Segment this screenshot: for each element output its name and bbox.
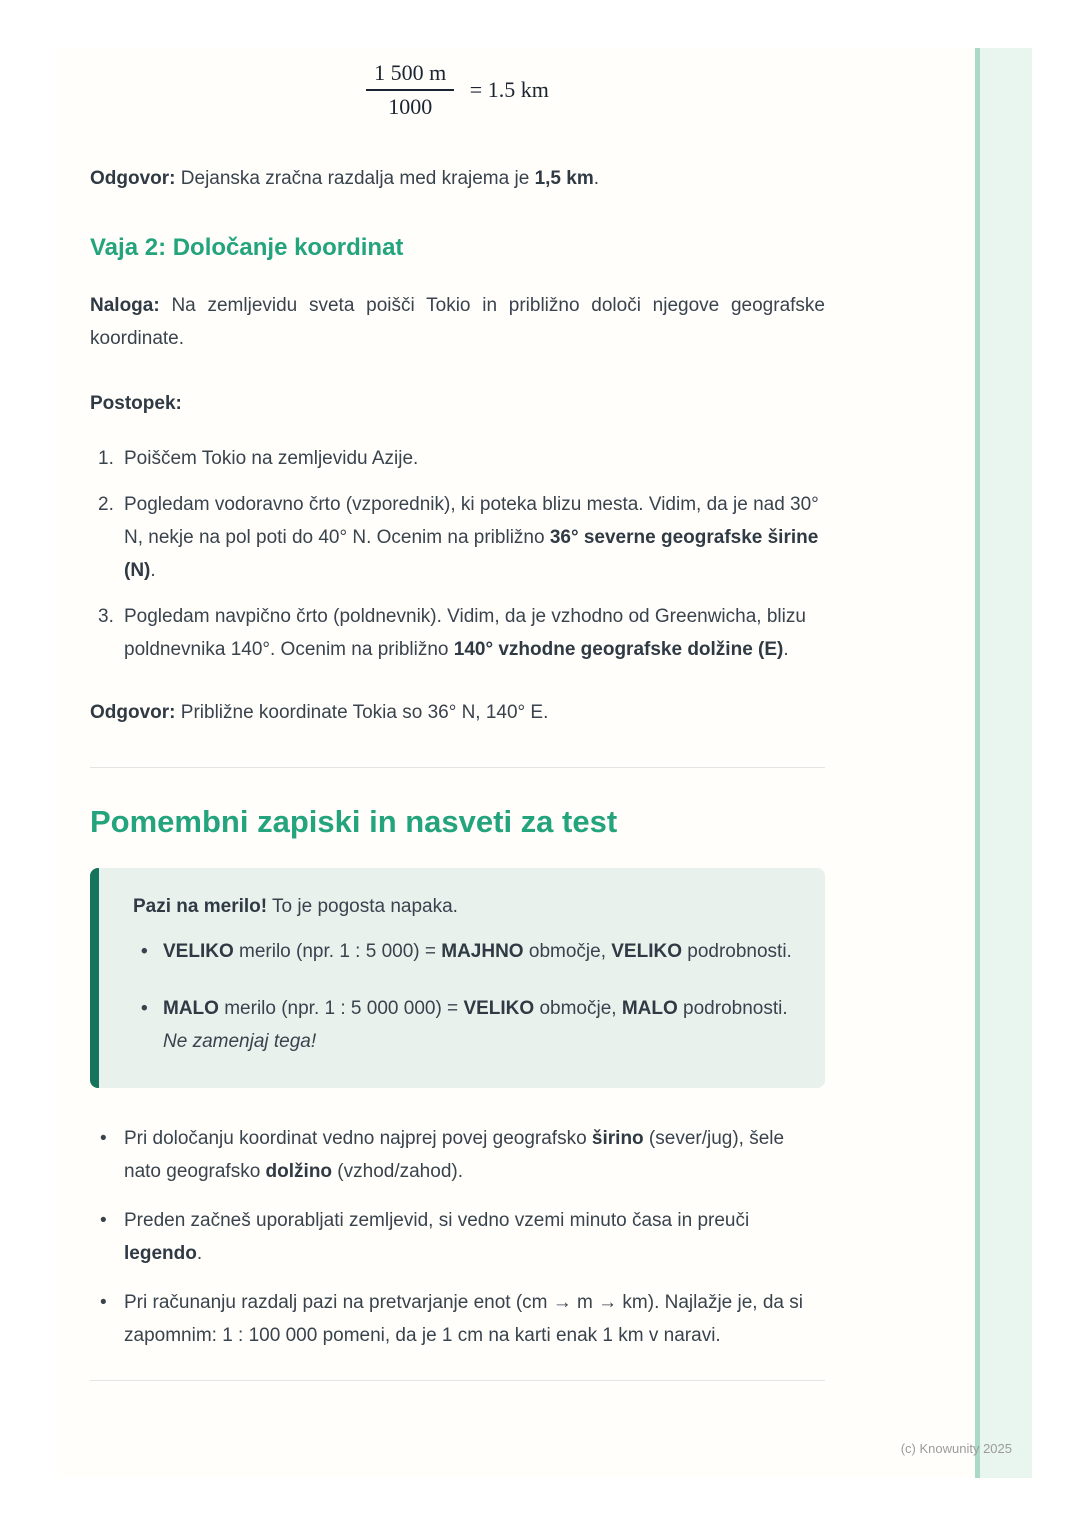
tip-bold: dolžino	[265, 1161, 333, 1182]
tip-bold: širino	[591, 1128, 644, 1149]
formula-block	[90, 60, 825, 120]
step-text: Pogledam navpično črto (poldnevnik). Vidim, da je vzhodno od Greenwicha, blizu poldnevnika 140°. Ocenim na približno	[124, 606, 806, 660]
tip-text: (sever/jug), šele nato geografsko	[124, 1128, 785, 1182]
task-label: Naloga:	[90, 295, 160, 316]
term-text: območje,	[523, 941, 612, 962]
callout-bullet-1	[133, 935, 795, 968]
tip-text: (vzhod/zahod).	[332, 1161, 463, 1182]
term-text: podrobnosti.	[677, 998, 788, 1019]
section-divider	[90, 767, 825, 768]
term-bold: MAJHNO	[441, 941, 524, 962]
term-bold: VELIKO	[611, 941, 682, 962]
answer-period: .	[593, 168, 599, 189]
warning-callout	[90, 868, 825, 1088]
step-item-2	[90, 488, 825, 587]
tip-item-2	[90, 1204, 825, 1270]
answer-text: Dejanska zračna razdalja med krajema je	[175, 168, 535, 189]
term-bold: MALO	[621, 998, 678, 1019]
term-text: območje,	[534, 998, 622, 1019]
callout-intro-bold: Pazi na merilo!	[133, 896, 268, 917]
task-text: Na zemljevidu sveta poišči Tokio in približno določi njegove geografske koordinate.	[90, 295, 825, 349]
step-text: Pogledam vodoravno črto (vzporednik), ki poteka blizu mesta. Vidim, da je nad 30° N, nekje na pol poti do 40° N. Ocenim na približno	[124, 494, 819, 548]
exercise1-answer	[90, 162, 825, 195]
tip-bold: legendo	[124, 1243, 197, 1264]
step-item-1	[90, 442, 825, 475]
tip-text: .	[196, 1243, 203, 1264]
term-text: merilo (npr. 1 : 5 000 000) =	[218, 998, 464, 1019]
callout-intro	[133, 890, 795, 923]
footer-copyright: (c) Knowunity 2025	[900, 1441, 1012, 1456]
exercise2-heading: Vaja 2: Določanje koordinat	[90, 234, 404, 261]
tip-item-1	[90, 1122, 825, 1188]
term-text: podrobnosti.	[681, 941, 792, 962]
answer-label: Odgovor:	[90, 168, 176, 189]
step-bold: 140° vzhodne geografske dolžine (E)	[453, 639, 784, 660]
tips-list	[90, 1122, 825, 1352]
tip-text: Pri določanju koordinat vedno najprej povej geografsko	[124, 1128, 592, 1149]
term-italic: Ne zamenjaj tega!	[163, 1031, 317, 1052]
document-page	[57, 48, 1032, 1478]
exercise2-task	[90, 289, 825, 355]
notes-heading: Pomembni zapiski in nasveti za test	[90, 804, 618, 839]
term-bold: VELIKO	[163, 941, 234, 962]
tip-text: Preden začneš uporabljati zemljevid, si vedno vzemi minuto časa in preuči	[124, 1210, 750, 1231]
fraction	[366, 60, 454, 120]
bottom-divider	[90, 1380, 825, 1381]
callout-intro-text: To je pogosta napaka.	[267, 896, 458, 917]
step-bold: 36° severne geografske širine (N)	[124, 527, 819, 581]
step-end: .	[150, 560, 156, 581]
step-text: Poiščem Tokio na zemljevidu Azije.	[124, 448, 419, 469]
answer-bold-value: 1,5 km	[534, 168, 594, 189]
page-side-ribbon	[975, 48, 1032, 1478]
answer-label: Odgovor:	[90, 702, 176, 723]
term-bold: VELIKO	[463, 998, 535, 1019]
exercise2-answer	[90, 696, 825, 729]
step-item-3	[90, 600, 825, 666]
step-end: .	[783, 639, 789, 660]
steps-label: Postopek:	[90, 393, 182, 414]
tip-text: Pri računanju razdalj pazi na pretvarjanje enot (cm → m → km). Najlažje je, da si zapomnim: 1 : 100 000 pomeni, da je 1 cm na karti enak 1 km v naravi.	[124, 1292, 803, 1346]
term-text: merilo (npr. 1 : 5 000) =	[233, 941, 442, 962]
fraction-numerator: 1 500 m	[366, 60, 454, 91]
callout-bullet-list	[133, 935, 795, 1058]
steps-list	[90, 442, 825, 666]
tip-item-3	[90, 1286, 825, 1352]
page-content	[90, 48, 825, 1381]
fraction-denominator: 1000	[388, 94, 433, 119]
answer-text: Približne koordinate Tokia so 36° N, 140° E.	[175, 702, 549, 723]
callout-bullet-2	[133, 992, 795, 1058]
formula-result: = 1.5 km	[469, 77, 549, 102]
term-bold: MALO	[163, 998, 219, 1019]
